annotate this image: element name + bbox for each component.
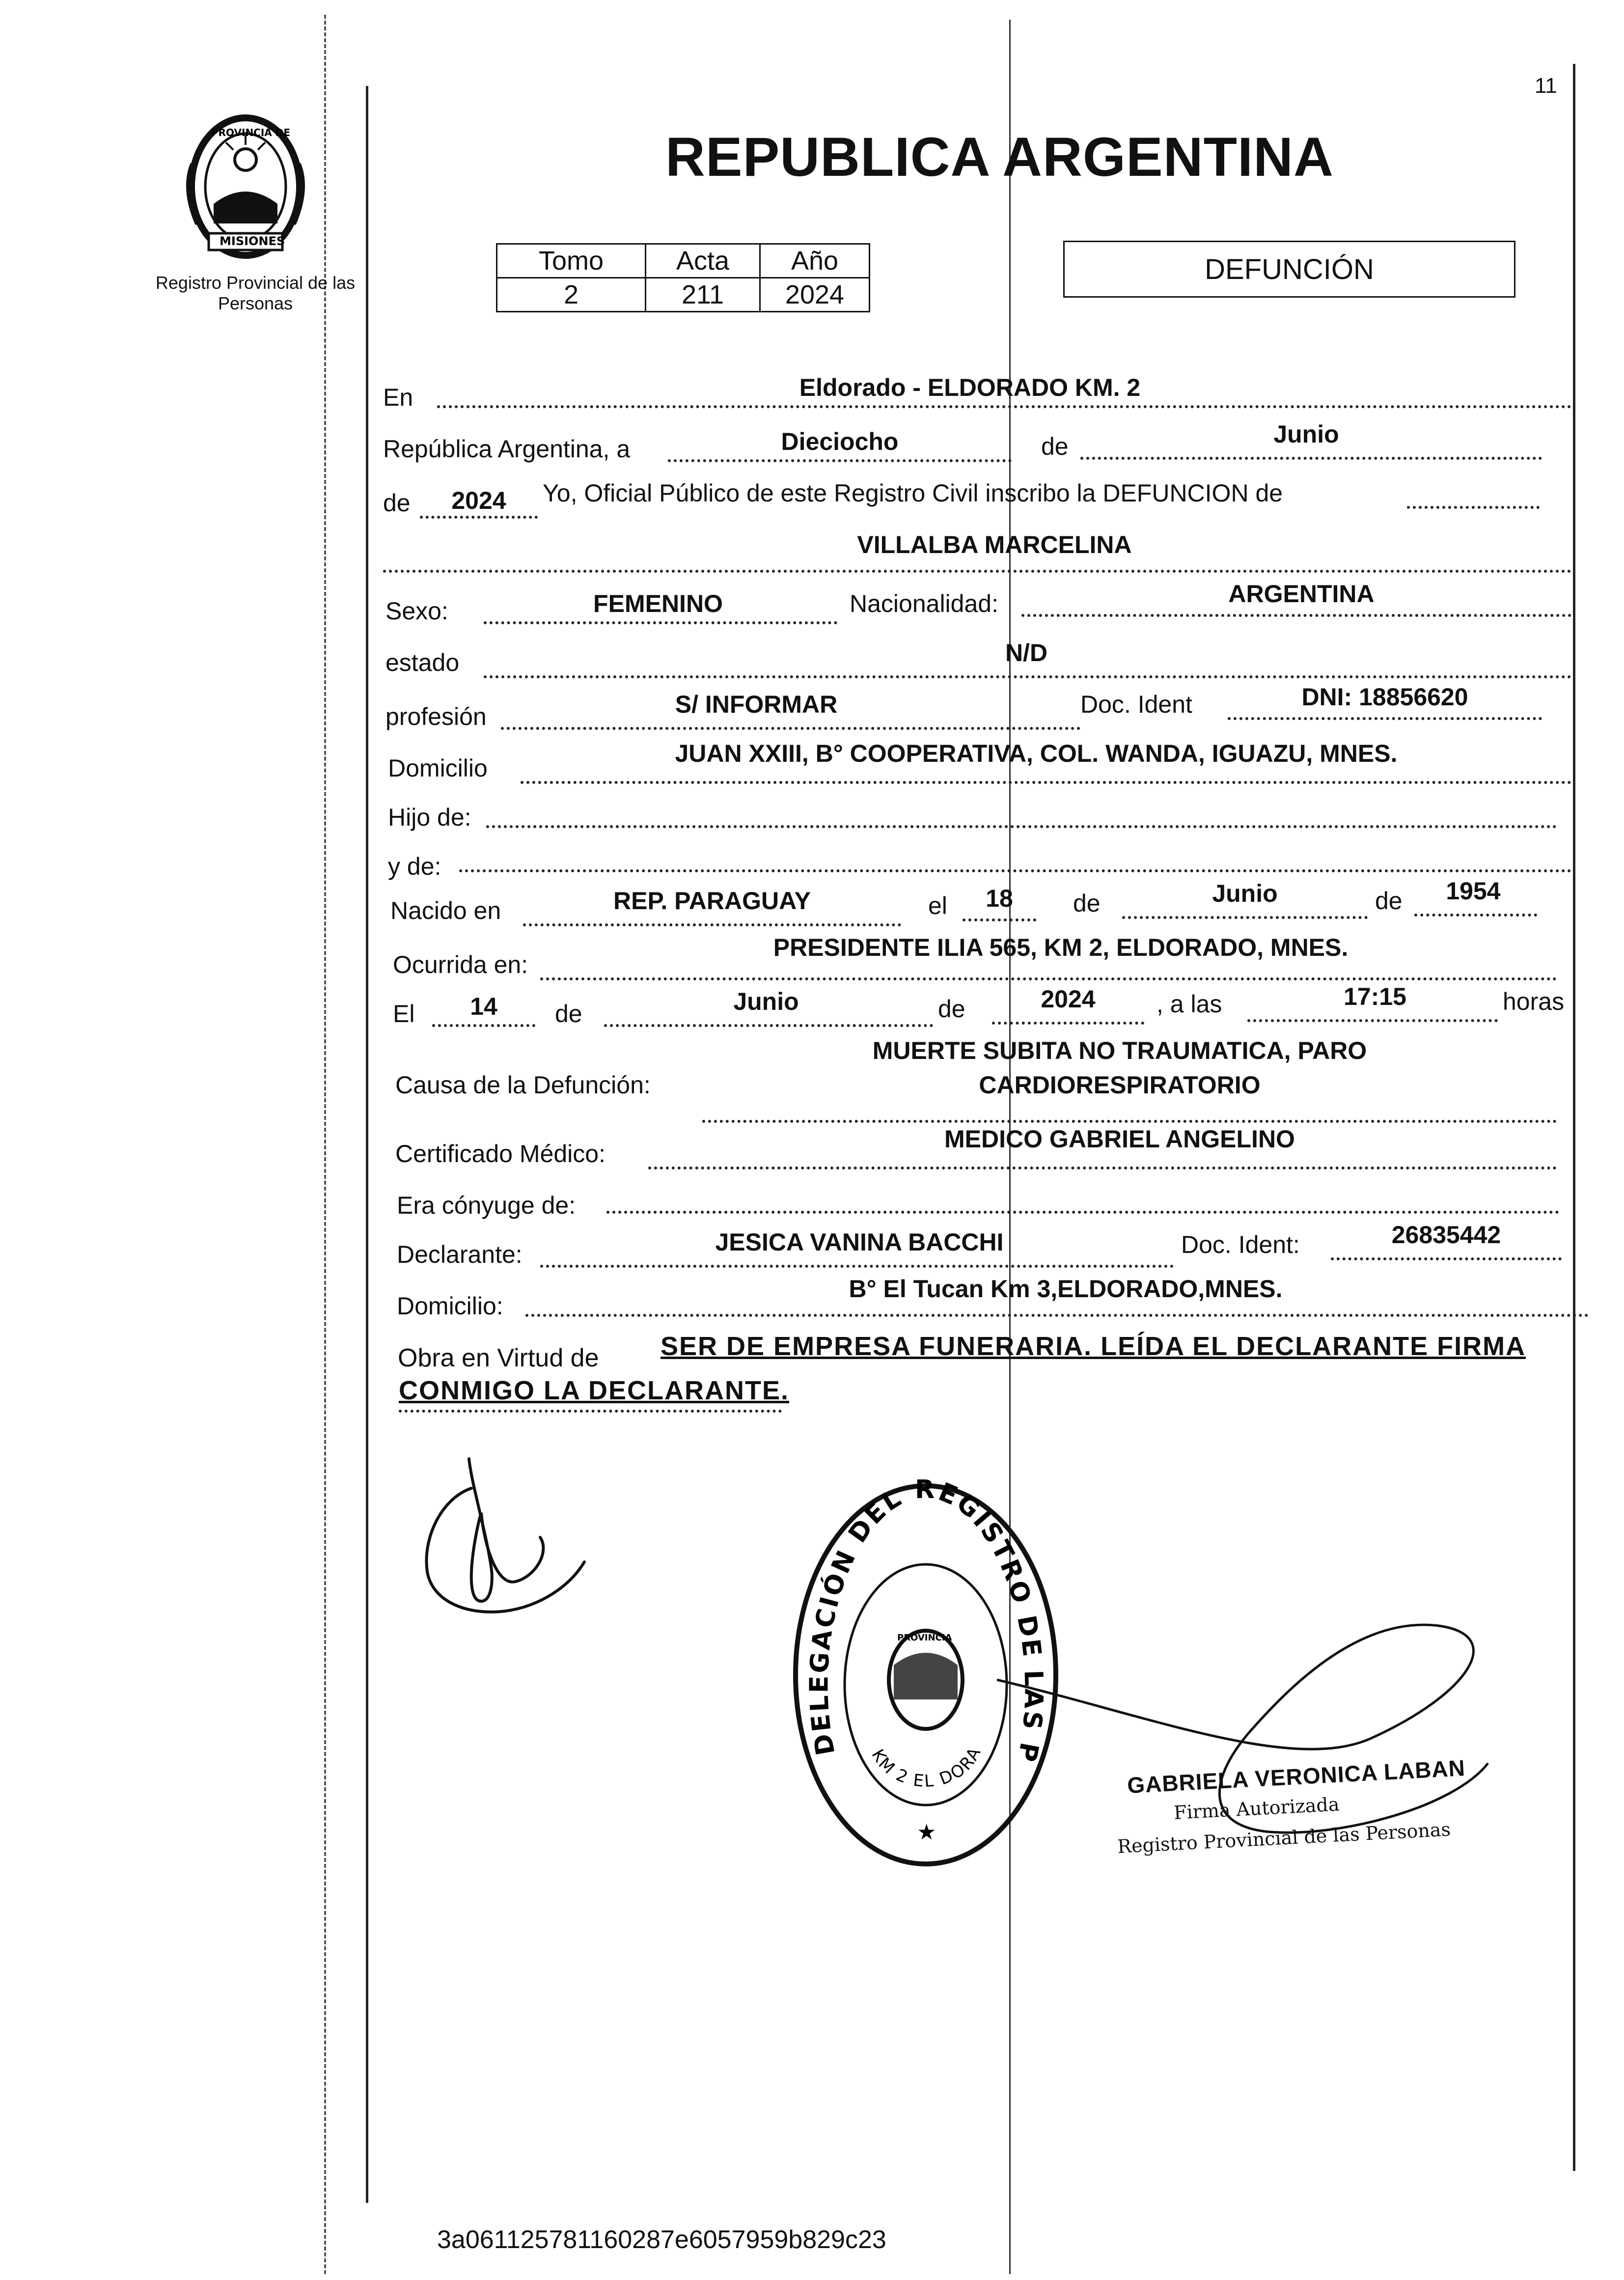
el-label: el: [928, 892, 947, 919]
province-crest-logo: [174, 106, 317, 268]
doc: DNI: 18856620: [1301, 683, 1468, 711]
nacionalidad-label: Nacionalidad:: [850, 590, 998, 617]
nac-anio: 1954: [1446, 877, 1501, 905]
certificado-label: Certificado Médico:: [395, 1140, 606, 1168]
profesion-dots: [501, 727, 1080, 730]
doc-label: Doc. Ident: [1080, 691, 1192, 718]
hora: 17:15: [1344, 983, 1406, 1010]
decl-doc: 26835442: [1391, 1221, 1501, 1249]
nombre-dots: [383, 570, 1571, 573]
nac-mes-dots: [1122, 916, 1368, 919]
dia-texto: Dieciocho: [781, 428, 899, 455]
sexo-label: Sexo:: [385, 597, 448, 625]
decl-doc-label: Doc. Ident:: [1181, 1231, 1300, 1258]
nac-dia-dots: [963, 918, 1036, 921]
right-margin-line: [1573, 64, 1575, 2171]
anio-dots: [420, 516, 538, 519]
stamp-inner-text: KM 2 EL DORA: [867, 1743, 986, 1791]
nombre: VILLALBA MARCELINA: [857, 531, 1132, 558]
estado: N/D: [1005, 639, 1048, 667]
def-anio: 2024: [1041, 985, 1096, 1013]
svg-text:★: ★: [917, 1820, 936, 1845]
authority-office: Registro Provincial de las Personas: [1117, 1818, 1451, 1858]
de-label-2: de: [383, 489, 411, 517]
reference-table: [496, 243, 870, 312]
ref-header-anio: Año: [760, 244, 870, 278]
en-dots: [437, 405, 1571, 408]
estado-dots: [484, 675, 1571, 678]
mes: Junio: [1273, 420, 1339, 448]
page-title: REPUBLICA ARGENTINA: [665, 126, 1334, 188]
ref-value-acta: 211: [646, 278, 760, 312]
en-label: En: [383, 384, 413, 411]
en-value: Eldorado - ELDORADO KM. 2: [799, 374, 1141, 401]
obra-line-2: CONMIGO LA DECLARANTE.: [399, 1376, 789, 1405]
def-mes-dots: [604, 1024, 933, 1027]
ocurrida-label: Ocurrida en:: [393, 951, 528, 978]
causa-line-1: MUERTE SUBITA NO TRAUMATICA, PARO: [872, 1037, 1367, 1064]
oficial-dots: [1407, 506, 1540, 509]
sexo: FEMENINO: [593, 590, 723, 617]
authority-role: Firma Autorizada: [1173, 1793, 1340, 1824]
nacionalidad: ARGENTINA: [1228, 580, 1375, 608]
ref-header-tomo: Tomo: [497, 244, 646, 278]
sexo-dots: [484, 621, 837, 624]
ref-header-acta: Acta: [646, 244, 760, 278]
estado-label: estado: [385, 649, 460, 676]
registry-label: Registro Provincial de las Personas: [155, 273, 356, 313]
document-hash: 3a061125781160287e6057959b829c23: [437, 2225, 886, 2254]
nac-dia: 18: [986, 885, 1013, 912]
hijo-label: Hijo de:: [388, 804, 471, 831]
el2-label: El: [393, 1000, 415, 1028]
dia-dots: [668, 459, 1012, 462]
yde-dots: [459, 869, 1571, 872]
ocurrida-dots: [540, 977, 1557, 980]
nac-mes: Junio: [1212, 880, 1278, 907]
declarante-label: Declarante:: [397, 1241, 523, 1268]
decl-dom: B° El Tucan Km 3,ELDORADO,MNES.: [849, 1275, 1283, 1303]
hora-dots: [1247, 1019, 1498, 1022]
certificado: MEDICO GABRIEL ANGELINO: [944, 1125, 1295, 1153]
def-mes: Junio: [733, 988, 799, 1015]
ocurrida: PRESIDENTE ILIA 565, KM 2, ELDORADO, MNES.: [773, 934, 1349, 961]
nac-de-label-1: de: [1073, 890, 1101, 917]
oficial-text: Yo, Oficial Público de este Registro Civil inscribo la DEFUNCION de: [543, 479, 1283, 507]
document-type: DEFUNCIÓN: [1205, 253, 1374, 285]
stamp-crest-text: PROVINCIA: [897, 1633, 952, 1643]
def-dia-dots: [432, 1024, 535, 1027]
decl-dom-label: Domicilio:: [397, 1292, 503, 1320]
page-number: 11: [1535, 74, 1557, 98]
mes-dots: [1080, 457, 1542, 460]
left-margin-line: [366, 86, 368, 2203]
obra-label: Obra en Virtud de: [398, 1344, 599, 1372]
nac-de-label-2: de: [1375, 887, 1403, 915]
nacido-label: Nacido en: [390, 897, 501, 924]
def-anio-dots: [992, 1022, 1144, 1025]
crest-bottom-text: MISIONES: [220, 234, 285, 248]
doc-dots: [1228, 717, 1542, 720]
conyuge-dots: [606, 1211, 1559, 1214]
declarant-signature: [422, 1454, 609, 1650]
declarante: JESICA VANINA BACCHI: [715, 1228, 1004, 1256]
causa-line-2: CARDIORESPIRATORIO: [979, 1071, 1261, 1099]
crest-top-text: PROVINCIA DE: [211, 127, 291, 139]
causa-dots: [702, 1120, 1557, 1123]
nacido-en: REP. PARAGUAY: [613, 887, 811, 915]
nacido-dots: [523, 923, 901, 926]
declarante-dots: [540, 1265, 1174, 1268]
profesion-label: profesión: [385, 703, 487, 730]
domicilio-label: Domicilio: [388, 754, 488, 782]
decl-doc-dots: [1331, 1257, 1562, 1260]
ref-value-tomo: 2: [497, 278, 646, 312]
alas-label: , a las: [1156, 990, 1222, 1018]
domicilio: JUAN XXIII, B° COOPERATIVA, COL. WANDA, IGUAZU, MNES.: [675, 740, 1398, 767]
profesion: S/ INFORMAR: [675, 691, 838, 718]
stamp-ring-text: DELEGACIÓN DEL REGISTRO DE LAS P: [804, 1478, 1048, 1766]
document-type-box: [1063, 241, 1515, 298]
nacionalidad-dots: [1021, 614, 1571, 617]
de-label-1: de: [1041, 433, 1069, 460]
obra-dots: [399, 1410, 782, 1413]
certificado-dots: [648, 1167, 1557, 1169]
causa-label: Causa de la Defunción:: [395, 1071, 651, 1099]
domicilio-dots: [521, 781, 1571, 784]
def-dia: 14: [470, 993, 497, 1020]
obra-line-1: SER DE EMPRESA FUNERARIA. LEÍDA EL DECLARANTE FIRMA: [661, 1332, 1526, 1361]
yde-label: y de:: [388, 853, 441, 880]
horas-label: horas: [1503, 988, 1565, 1015]
def-de-label-2: de: [938, 995, 965, 1023]
conyuge-label: Era cónyuge de:: [397, 1192, 576, 1219]
anio: 2024: [451, 487, 506, 514]
decl-dom-dots: [525, 1314, 1589, 1317]
def-de-label-1: de: [555, 1000, 582, 1028]
authority-name: GABRIELA VERONICA LABAN: [1127, 1755, 1466, 1798]
nac-anio-dots: [1414, 914, 1537, 917]
ref-value-anio: 2024: [760, 278, 870, 312]
republica-label: República Argentina, a: [383, 435, 631, 463]
left-edge-dashes: [324, 15, 326, 2274]
hijo-dots: [486, 825, 1557, 828]
